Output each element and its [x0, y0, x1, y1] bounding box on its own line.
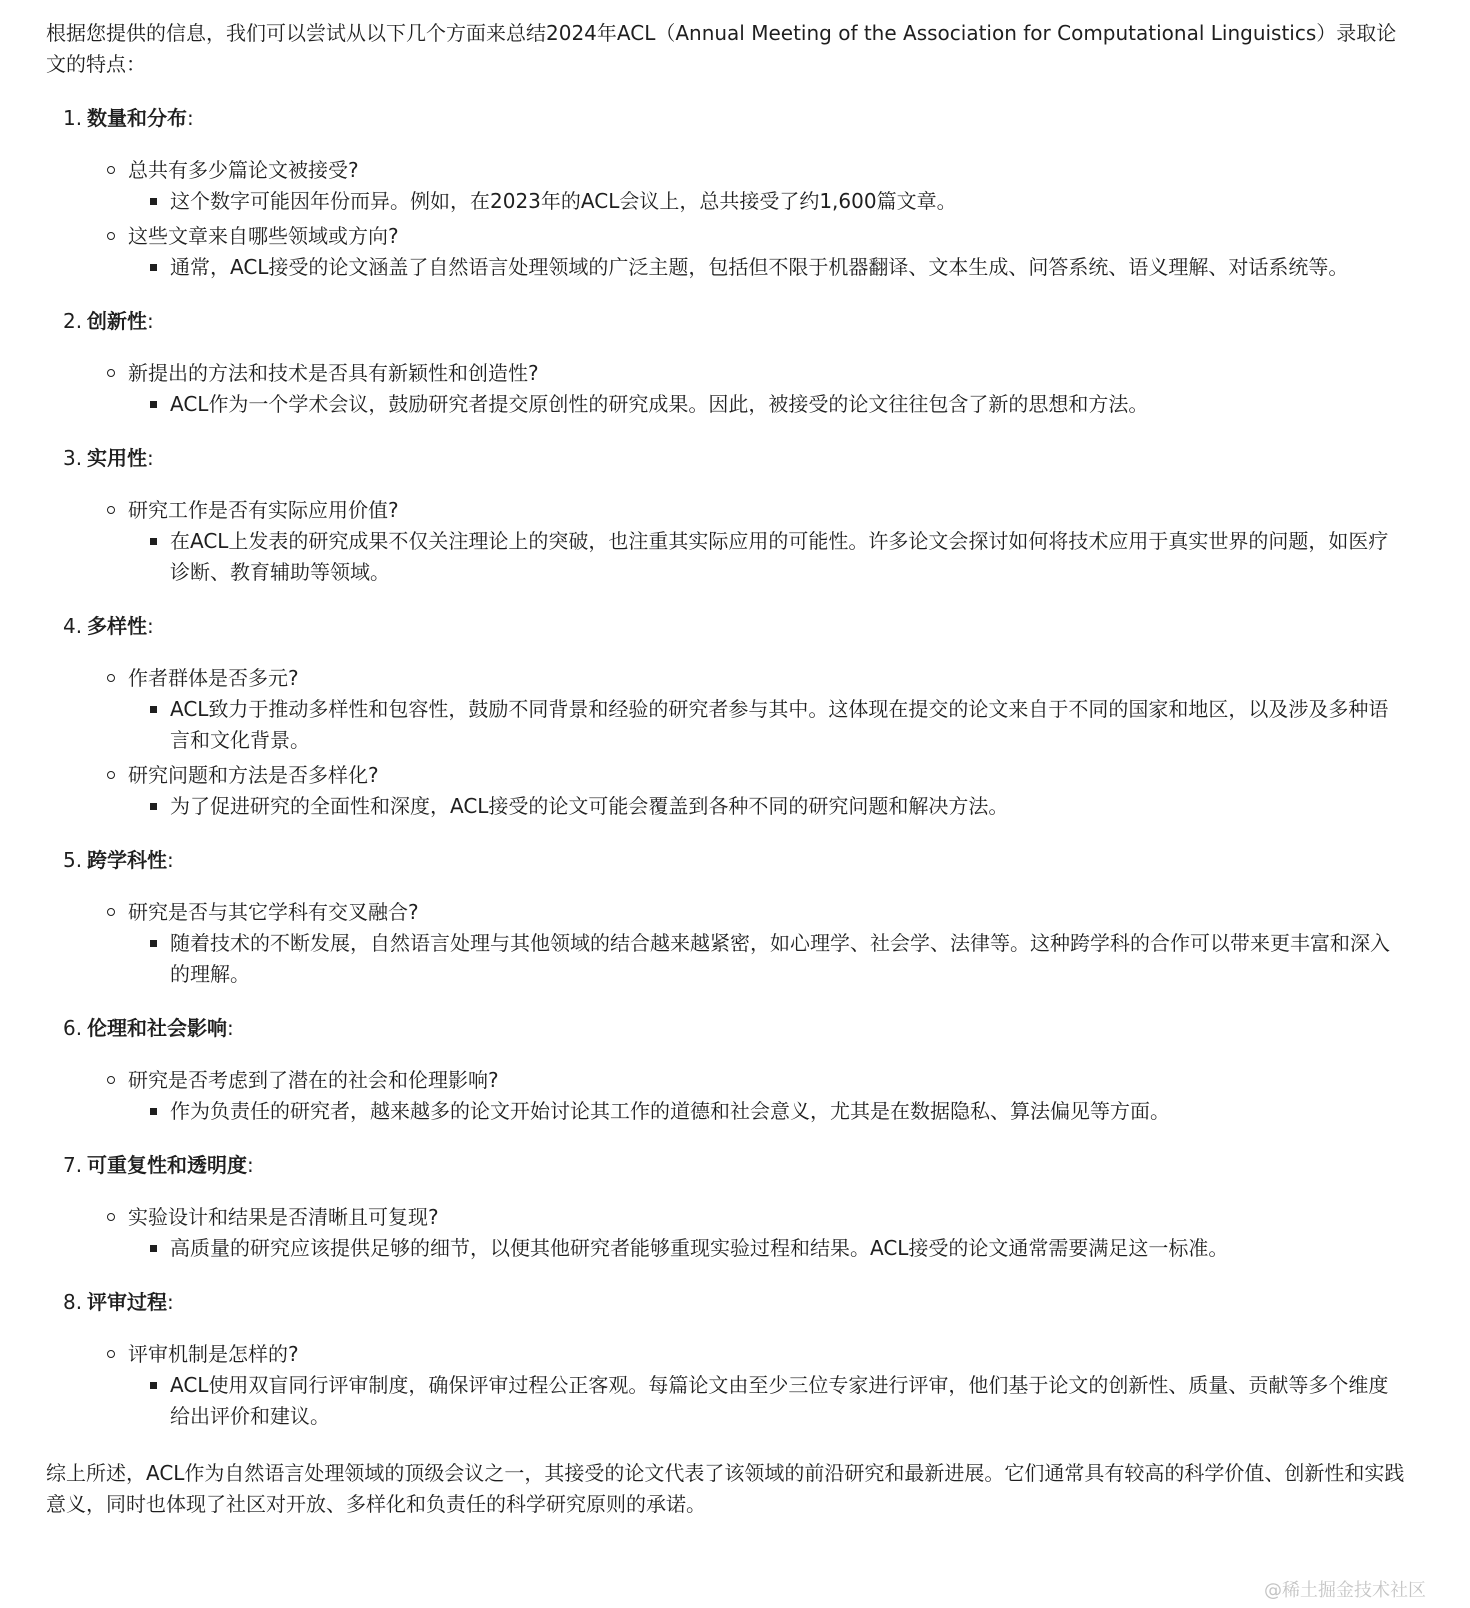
- answer-text: ACL致力于推动多样性和包容性，鼓励不同背景和经验的研究者参与其中。这体现在提交的论文来自于不同的国家和地区，以及涉及多种语言和文化背景。: [170, 697, 1389, 752]
- square-bullet-icon: [150, 198, 157, 205]
- circle-bullet-icon: [107, 166, 115, 174]
- answer-item: [46, 928, 1406, 990]
- section-colon: :: [147, 446, 154, 470]
- answer-item: [46, 791, 1406, 822]
- circle-bullet-icon: [107, 1076, 115, 1084]
- question-text: 实验设计和结果是否清晰且可复现?: [128, 1205, 439, 1229]
- answer-text: 这个数字可能因年份而异。例如，在2023年的ACL会议上，总共接受了约1,600篇文章。: [170, 189, 957, 213]
- section-colon: :: [227, 1016, 234, 1040]
- answer-item: [46, 252, 1406, 283]
- section-number: 6.: [63, 1016, 83, 1040]
- circle-bullet-icon: [107, 1213, 115, 1221]
- square-bullet-icon: [150, 1245, 157, 1252]
- circle-bullet-icon: [107, 771, 115, 779]
- section-colon: :: [147, 309, 154, 333]
- answer-text: ACL作为一个学术会议，鼓励研究者提交原创性的研究成果。因此，被接受的论文往往包含了新的思想和方法。: [170, 392, 1149, 416]
- section-colon: :: [147, 614, 154, 638]
- section-number: 8.: [63, 1290, 83, 1314]
- section-title: 评审过程: [87, 1290, 167, 1314]
- section-title: 多样性: [87, 614, 147, 638]
- square-bullet-icon: [150, 803, 157, 810]
- question-text: 研究是否考虑到了潜在的社会和伦理影响?: [128, 1068, 499, 1092]
- question-text: 作者群体是否多元?: [128, 666, 299, 690]
- circle-bullet-icon: [107, 908, 115, 916]
- section-5-heading: [46, 845, 1406, 876]
- answer-item: [46, 694, 1406, 756]
- question-text: 总共有多少篇论文被接受?: [128, 158, 359, 182]
- section-title: 跨学科性: [87, 848, 167, 872]
- question-text: 新提出的方法和技术是否具有新颖性和创造性?: [128, 361, 539, 385]
- document: [46, 0, 1406, 1540]
- question-item: [46, 495, 1406, 526]
- section-title: 伦理和社会影响: [87, 1016, 227, 1040]
- question-item: [46, 1065, 1406, 1096]
- question-item: [46, 155, 1406, 186]
- question-item: [46, 221, 1406, 252]
- square-bullet-icon: [150, 1108, 157, 1115]
- answer-item: [46, 1096, 1406, 1127]
- section-colon: :: [247, 1153, 254, 1177]
- answer-text: 随着技术的不断发展，自然语言处理与其他领域的结合越来越紧密，如心理学、社会学、法律等。这种跨学科的合作可以带来更丰富和深入的理解。: [170, 931, 1390, 986]
- conclusion-paragraph: 综上所述，ACL作为自然语言处理领域的顶级会议之一，其接受的论文代表了该领域的前沿研究和最新进展。它们通常具有较高的科学价值、创新性和实践意义，同时也体现了社区对开放、多样化和负责任的科学研究原则的承诺。: [46, 1461, 1405, 1516]
- watermark: @稀土掘金技术社区: [1264, 1580, 1426, 1601]
- answer-text: 通常，ACL接受的论文涵盖了自然语言处理领域的广泛主题，包括但不限于机器翻译、文本生成、问答系统、语义理解、对话系统等。: [170, 255, 1349, 279]
- circle-bullet-icon: [107, 1350, 115, 1358]
- section-number: 5.: [63, 848, 83, 872]
- answer-item: [46, 389, 1406, 420]
- question-text: 这些文章来自哪些领域或方向?: [128, 224, 399, 248]
- answer-text: ACL使用双盲同行评审制度，确保评审过程公正客观。每篇论文由至少三位专家进行评审，他们基于论文的创新性、质量、贡献等多个维度给出评价和建议。: [170, 1373, 1389, 1428]
- section-colon: :: [187, 106, 194, 130]
- question-item: [46, 897, 1406, 928]
- square-bullet-icon: [150, 401, 157, 408]
- answer-text: 为了促进研究的全面性和深度，ACL接受的论文可能会覆盖到各种不同的研究问题和解决方法。: [170, 794, 1009, 818]
- square-bullet-icon: [150, 1382, 157, 1389]
- answer-text: 在ACL上发表的研究成果不仅关注理论上的突破，也注重其实际应用的可能性。许多论文会探讨如何将技术应用于真实世界的问题，如医疗诊断、教育辅助等领域。: [170, 529, 1389, 584]
- section-number: 3.: [63, 446, 83, 470]
- question-text: 研究工作是否有实际应用价值?: [128, 498, 399, 522]
- section-number: 1.: [63, 106, 83, 130]
- section-7-heading: [46, 1150, 1406, 1181]
- circle-bullet-icon: [107, 506, 115, 514]
- square-bullet-icon: [150, 538, 157, 545]
- section-title: 创新性: [87, 309, 147, 333]
- answer-item: [46, 1370, 1406, 1432]
- question-item: [46, 1202, 1406, 1233]
- section-6-heading: [46, 1013, 1406, 1044]
- section-3-heading: [46, 443, 1406, 474]
- square-bullet-icon: [150, 940, 157, 947]
- circle-bullet-icon: [107, 674, 115, 682]
- section-8-heading: [46, 1287, 1406, 1318]
- question-item: [46, 1339, 1406, 1370]
- circle-bullet-icon: [107, 369, 115, 377]
- section-number: 7.: [63, 1153, 83, 1177]
- section-number: 2.: [63, 309, 83, 333]
- intro-paragraph: 根据您提供的信息，我们可以尝试从以下几个方面来总结2024年ACL（Annual Meeting of the Association for Computational Linguistics）录取论文的特点：: [46, 21, 1397, 76]
- section-number: 4.: [63, 614, 83, 638]
- section-title: 实用性: [87, 446, 147, 470]
- answer-item: [46, 526, 1406, 588]
- square-bullet-icon: [150, 706, 157, 713]
- question-text: 研究问题和方法是否多样化?: [128, 763, 379, 787]
- answer-text: 作为负责任的研究者，越来越多的论文开始讨论其工作的道德和社会意义，尤其是在数据隐私、算法偏见等方面。: [170, 1099, 1170, 1123]
- section-colon: :: [167, 848, 174, 872]
- question-item: [46, 358, 1406, 389]
- answer-text: 高质量的研究应该提供足够的细节，以便其他研究者能够重现实验过程和结果。ACL接受的论文通常需要满足这一标准。: [170, 1236, 1229, 1260]
- section-title: 可重复性和透明度: [87, 1153, 247, 1177]
- section-2-heading: [46, 306, 1406, 337]
- section-1-heading: [46, 103, 1406, 134]
- question-text: 评审机制是怎样的?: [128, 1342, 299, 1366]
- circle-bullet-icon: [107, 232, 115, 240]
- question-text: 研究是否与其它学科有交叉融合?: [128, 900, 419, 924]
- answer-item: [46, 1233, 1406, 1264]
- square-bullet-icon: [150, 264, 157, 271]
- section-colon: :: [167, 1290, 174, 1314]
- section-title: 数量和分布: [87, 106, 187, 130]
- question-item: [46, 760, 1406, 791]
- section-4-heading: [46, 611, 1406, 642]
- answer-item: [46, 186, 1406, 217]
- question-item: [46, 663, 1406, 694]
